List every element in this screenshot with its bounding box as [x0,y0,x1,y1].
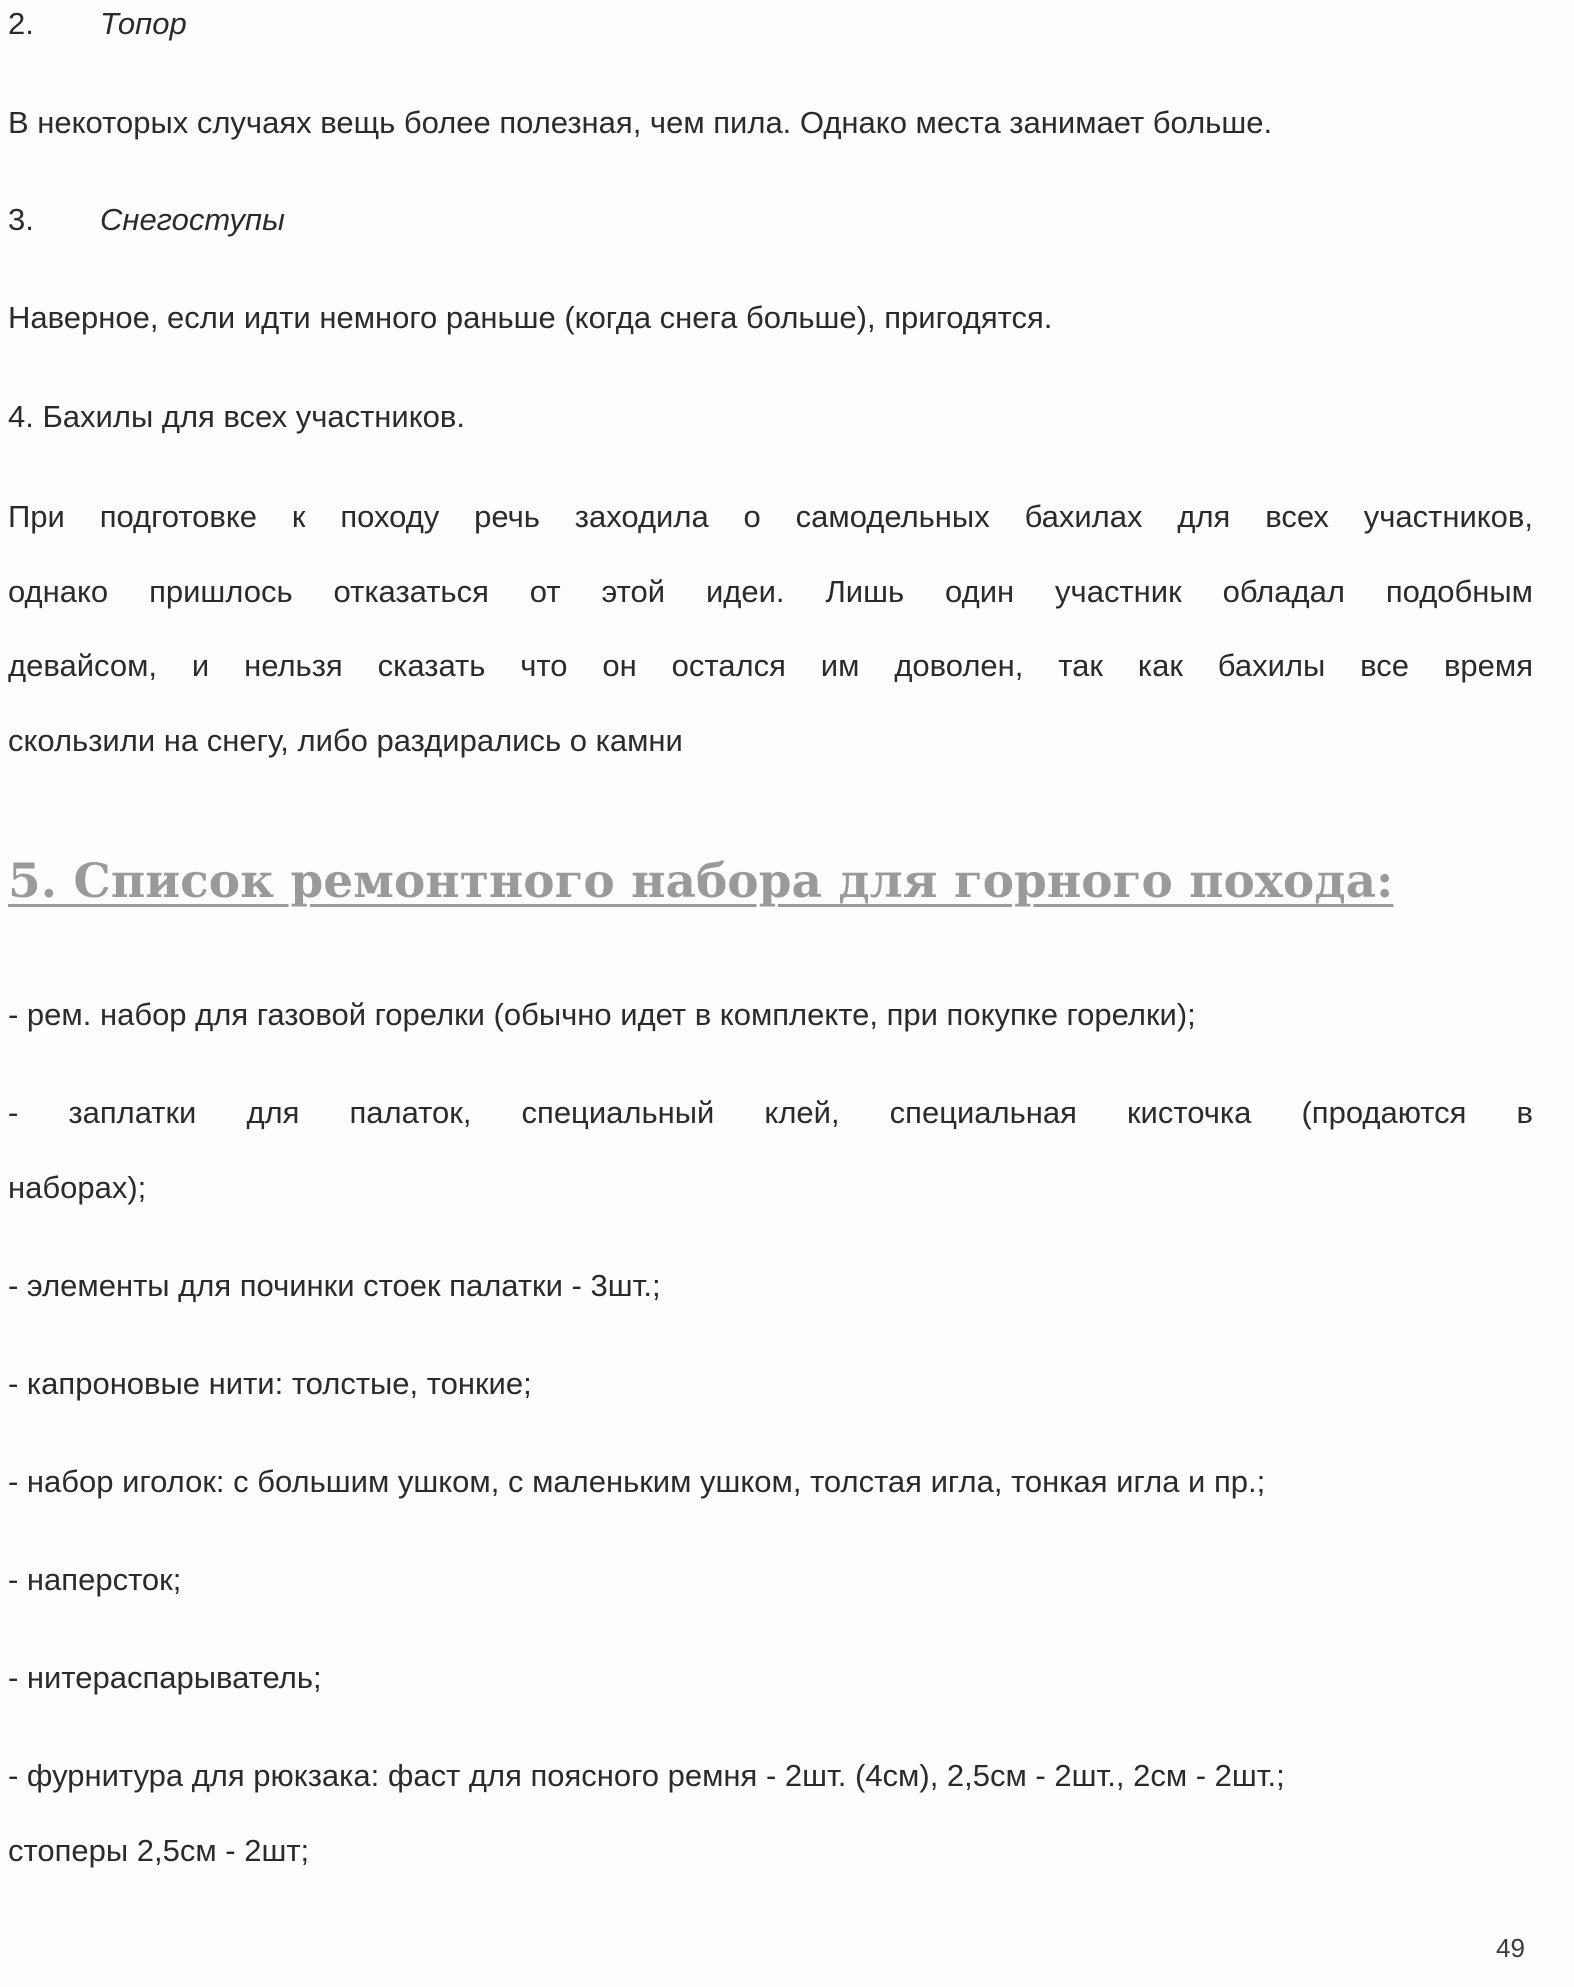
paragraph-snowshoes: Наверное, если идти немного раньше (когда снега больше), пригодятся. [8,300,1053,335]
paragraph-line: девайсом, и нельзя сказать что он остался им доволен, так как бахилы все время [8,648,1533,683]
section-heading: 5. Список ремонтного набора для горного похода: [8,854,1394,909]
list-item-continuation: наборах); [8,1170,147,1205]
list-item-shoe-covers: 4. Бахилы для всех участников. [8,399,465,434]
item-title: Топор [100,6,187,41]
list-item: - элементы для починки стоек палатки - 3шт.; [8,1268,661,1303]
list-item-axe [8,4,187,44]
page-number: 49 [1496,1933,1525,1963]
list-item-continuation: стоперы 2,5см - 2шт; [8,1833,310,1868]
list-item: - рем. набор для газовой горелки (обычно идет в комплекте, при покупке горелки); [8,997,1196,1032]
item-number: 3. [8,202,34,237]
list-item: - нитераспарыватель; [8,1660,322,1695]
list-item: - набор иголок: с большим ушком, с маленьким ушком, толстая игла, тонкая игла и пр.; [8,1464,1266,1499]
paragraph-line: однако пришлось отказаться от этой идеи. Лишь один участник обладал подобным [8,574,1533,609]
list-item: - наперсток; [8,1562,182,1597]
paragraph-line: скользили на снегу, либо раздирались о камни [8,723,683,758]
list-item: - фурнитура для рюкзака: фаст для поясного ремня - 2шт. (4см), 2,5см - 2шт., 2см - 2шт.; [8,1758,1285,1793]
item-title: Снегоступы [100,202,285,237]
item-number: 2. [8,6,34,41]
list-item: - заплатки для палаток, специальный клей, специальная кисточка (продаются в [8,1095,1533,1130]
list-item: - капроновые нити: толстые, тонкие; [8,1366,532,1401]
paragraph-axe: В некоторых случаях вещь более полезная, чем пила. Однако места занимает больше. [8,105,1273,140]
paragraph-line: При подготовке к походу речь заходила о самодельных бахилах для всех участников, [8,499,1533,534]
list-item-snowshoes [8,200,285,240]
